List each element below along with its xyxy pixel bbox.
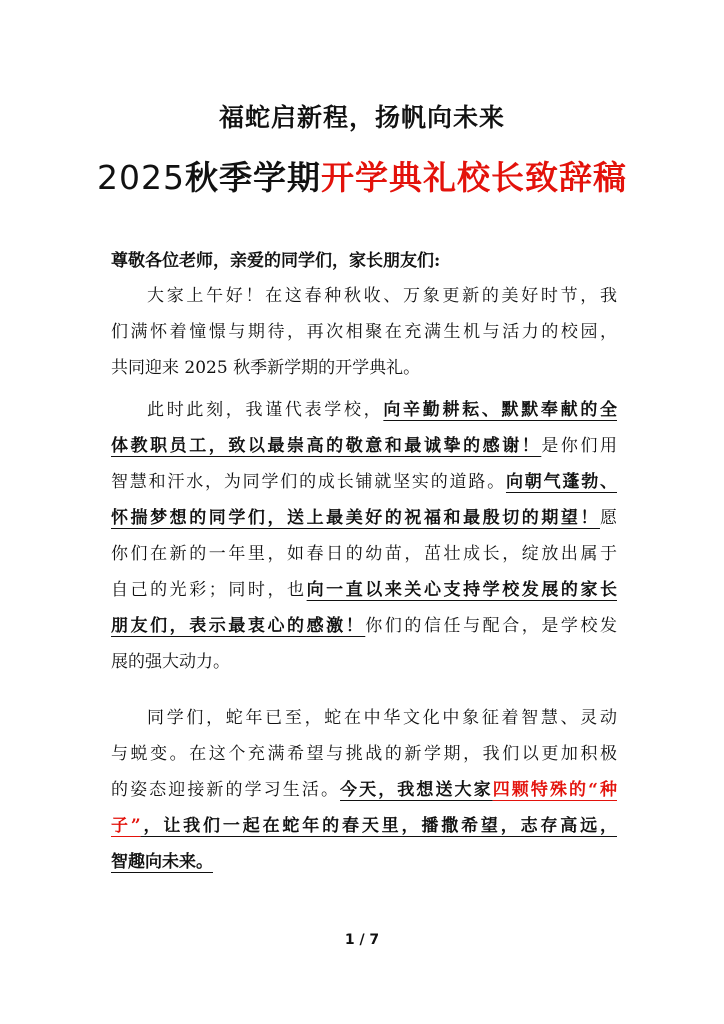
text-plain: 此时此刻，我谨代表学校， bbox=[147, 400, 384, 420]
text-emphasis-red: 子” bbox=[111, 816, 141, 836]
paragraph-line: 展的强大动力。 bbox=[111, 652, 230, 672]
paragraph-2 bbox=[111, 392, 617, 680]
paragraph-line: 你们在新的一年里，如春日的幼苗，茁壮成长，绽放出属于 bbox=[111, 544, 617, 564]
paragraph-3 bbox=[111, 700, 617, 880]
paragraph-line: 共同迎来 2025 秋季新学期的开学典礼。 bbox=[111, 358, 421, 378]
text-emphasis: 向朝气蓬勃、 bbox=[505, 472, 617, 492]
greeting: 尊敬各位老师，亲爱的同学们，家长朋友们: bbox=[111, 251, 441, 271]
text-plain: 的姿态迎接新的学习生活。 bbox=[111, 780, 341, 800]
text-emphasis: ，让我们一起在蛇年的春天里，播撒希望，志存高远， bbox=[140, 816, 617, 836]
text-emphasis: 向辛勤耕耘、默默奉献的全 bbox=[383, 400, 617, 420]
subtitle-year: 2025 bbox=[97, 158, 185, 197]
text-emphasis-red: 四颗特殊的“种 bbox=[492, 780, 617, 800]
paragraph-line: 同学们，蛇年已至，蛇在中华文化中象征着智慧、灵动 bbox=[147, 708, 617, 728]
text-plain: 自己的光彩；同时，也 bbox=[111, 580, 307, 600]
text-emphasis: 今天，我想送大家 bbox=[340, 780, 493, 800]
paragraph-1 bbox=[111, 278, 617, 386]
text-emphasis: 体教职员工，致以最崇高的敬意和最诚挚的感谢！ bbox=[111, 436, 542, 456]
document-subtitle bbox=[0, 152, 724, 199]
text-emphasis: 智趣向未来。 bbox=[111, 852, 213, 872]
text-plain: 智慧和汗水，为同学们的成长铺就坚实的道路。 bbox=[111, 472, 506, 492]
paragraph-line bbox=[111, 608, 617, 644]
text-plain: 愿 bbox=[600, 508, 617, 528]
paragraph-line bbox=[111, 808, 617, 844]
paragraph-line bbox=[111, 392, 617, 428]
paragraph-line bbox=[111, 572, 617, 608]
text-emphasis: 向一直以来关心支持学校发展的家长 bbox=[306, 580, 617, 600]
subtitle-black-part: 秋季学期 bbox=[184, 158, 321, 197]
paragraph-line bbox=[111, 844, 617, 880]
paragraph-line bbox=[111, 464, 617, 500]
page-number: 1 / 7 bbox=[344, 932, 380, 948]
text-plain: 是你们用 bbox=[541, 436, 617, 456]
document-title: 福蛇启新程，扬帆向未来 bbox=[218, 103, 505, 132]
text-plain: 你们的信任与配合，是学校发 bbox=[365, 616, 617, 636]
paragraph-line: 大家上午好！在这春种秋收、万象更新的美好时节，我 bbox=[147, 286, 617, 306]
paragraph-line bbox=[111, 772, 617, 808]
text-emphasis: 怀揣梦想的同学们，送上最美好的祝福和最殷切的期望！ bbox=[111, 508, 600, 528]
subtitle-red-part: 开学典礼校长致辞稿 bbox=[320, 158, 627, 197]
paragraph-line: 们满怀着憧憬与期待，再次相聚在充满生机与活力的校园， bbox=[111, 322, 617, 342]
paragraph-line bbox=[111, 500, 617, 536]
paragraph-line bbox=[111, 428, 617, 464]
text-emphasis: 朋友们，表示最衷心的感激！ bbox=[111, 616, 366, 636]
paragraph-line: 与蜕变。在这个充满希望与挑战的新学期，我们以更加积极 bbox=[111, 744, 617, 764]
